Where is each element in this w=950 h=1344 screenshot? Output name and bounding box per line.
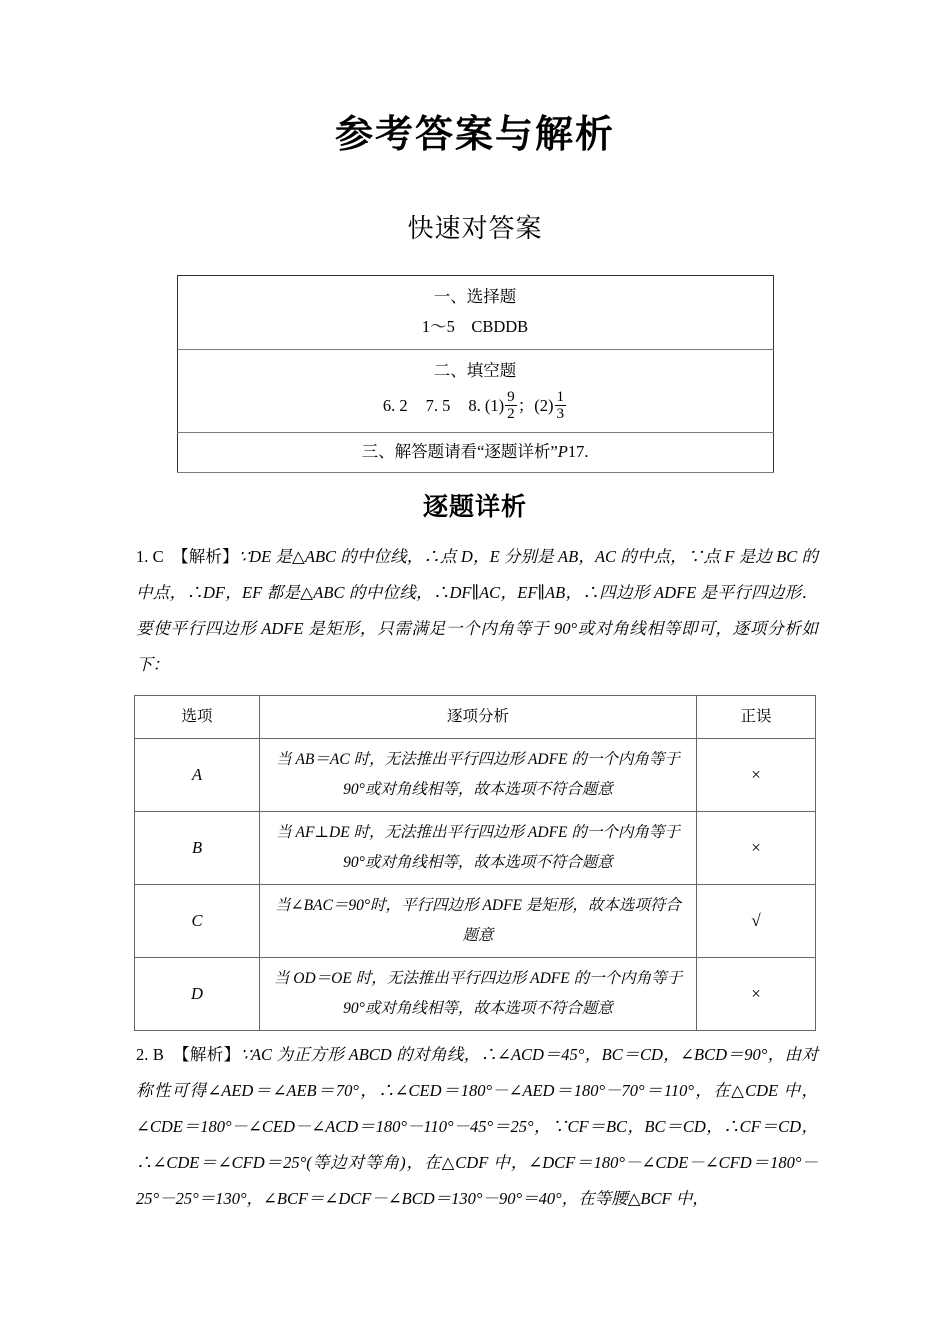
explanation-2-text: ∵AC 为正方形 ABCD 的对角线，∴∠ACD＝45°，BC＝CD，∠BCD＝90°，由对称性可得∠AED＝∠AEB＝70°，∴∠CED＝180°－∠AED＝180°－70°＝110°，在△CDE 中，∠CDE＝180°－∠CED－∠ACD＝180°－110°－45°＝25°，∵CF＝BC，BC＝CD，∴CF＝CD，∴∠CDE＝∠CFD＝25°(等边对等角)，在△CDF 中，∠DCF＝180°－∠CDE－∠CFD＝180°－25°－25°＝130°，∠BCF＝∠DCF－∠BCD＝130°－90°＝40°，在等腰△BCF 中，: [136, 1045, 819, 1209]
table-row: [135, 885, 816, 958]
analysis-cell: [260, 739, 697, 812]
page-ref-number: 17.: [567, 442, 589, 462]
verdict-cell: [697, 885, 816, 958]
option-letter: A: [191, 764, 203, 784]
fill-answer-separator: ；: [517, 396, 535, 416]
fraction-numerator: 9: [507, 388, 515, 406]
verdict-mark: √: [751, 910, 761, 930]
option-letter: D: [191, 983, 203, 1003]
column-header-analysis: 逐项分析: [260, 696, 697, 739]
quick-answer-cell-solution: [177, 433, 773, 473]
fraction-denominator: 3: [556, 404, 565, 422]
analysis-cell: [260, 812, 697, 885]
fill-answers: [178, 389, 773, 421]
analysis-text: 当 AB＝AC 时，无法推出平行四边形 ADFE 的一个内角等于 90°或对角线相等，故本选项不符合题意: [276, 751, 680, 799]
quick-answer-heading: 快速对答案: [407, 213, 543, 244]
fill-answer-8b-label: (2): [534, 396, 554, 416]
table-row: [177, 433, 773, 473]
fraction-numerator: 1: [556, 388, 565, 406]
verdict-mark: ×: [751, 764, 761, 784]
section-label-fill: 二、填空题: [433, 361, 517, 381]
option-cell: [135, 812, 260, 885]
page-title: 参考答案与解析: [334, 112, 615, 156]
verdict-cell: [697, 812, 816, 885]
verdict-mark: ×: [751, 837, 761, 857]
detailed-analysis-heading: 逐题详析: [422, 492, 527, 522]
analysis-text: 当 OD＝OE 时，无法推出平行四边形 ADFE 的一个内角等于 90°或对角线相等，故本选项不符合题意: [273, 970, 683, 1018]
table-row: [135, 739, 816, 812]
analysis-cell: [260, 958, 697, 1031]
analysis-cell: [260, 885, 697, 958]
fraction-one-third: [555, 389, 567, 421]
fill-answer-7: 7. 5: [425, 396, 451, 416]
fill-answer-8-label: 8. (1): [468, 396, 505, 416]
explanation-2-label: 【解析】: [181, 1045, 241, 1065]
table-row: [135, 958, 816, 1031]
explanation-1-label: 【解析】: [180, 547, 239, 567]
option-cell: [135, 739, 260, 812]
section-label-choice: 一、选择题: [433, 286, 517, 306]
analysis-text: 当∠BAC＝90°时，平行四边形 ADFE 是矩形，故本选项符合题意: [275, 897, 681, 945]
page-ref-prefix: P: [557, 442, 568, 462]
explanation-paragraph-1: [0, 533, 950, 683]
explanation-1-text: ∵DE 是△ABC 的中位线，∴点 D，E 分别是 AB，AC 的中点，∵点 F 是边 BC 的中点，∴DF，EF 都是△ABC 的中位线，∴DF∥AC，EF∥AB，∴四边形 ADFE 是平行四边形．要使平行四边形 ADFE 是矩形，只需满足一个内角等于 90°或对角线相等即可，逐项分析如下：: [136, 547, 819, 675]
table-row: [177, 350, 773, 433]
verdict-mark: ×: [751, 983, 761, 1003]
option-letter: B: [191, 837, 203, 857]
option-cell: [135, 885, 260, 958]
column-header-option: 选项: [135, 696, 260, 739]
table-row: [177, 275, 773, 350]
table-header-row: [135, 696, 816, 739]
analysis-text: 当 AF⊥DE 时，无法推出平行四边形 ADFE 的一个内角等于 90°或对角线相等，故本选项不符合题意: [276, 824, 680, 872]
table-row: [135, 812, 816, 885]
option-analysis-table: [134, 695, 816, 1031]
verdict-cell: [697, 958, 816, 1031]
solution-reference: [178, 440, 773, 464]
option-cell: [135, 958, 260, 1031]
quick-answer-cell-fill: [177, 350, 773, 433]
quick-answer-cell-choice: [177, 275, 773, 350]
choice-answers: 1～5 CBDDB: [421, 316, 529, 336]
verdict-cell: [697, 739, 816, 812]
column-header-verdict: 正误: [697, 696, 816, 739]
explanation-1-number: 1. C: [136, 547, 164, 567]
option-letter: C: [191, 910, 203, 930]
fraction-denominator: 2: [507, 404, 515, 422]
fraction-nine-halves: [505, 389, 517, 421]
fill-answer-6: 6. 2: [382, 396, 408, 416]
solution-reference-text: 三、解答题请看“逐题详析”: [361, 442, 558, 462]
explanation-paragraph-2: [0, 1031, 950, 1217]
quick-answer-table: [177, 275, 774, 474]
explanation-2-number: 2. B: [136, 1045, 164, 1065]
